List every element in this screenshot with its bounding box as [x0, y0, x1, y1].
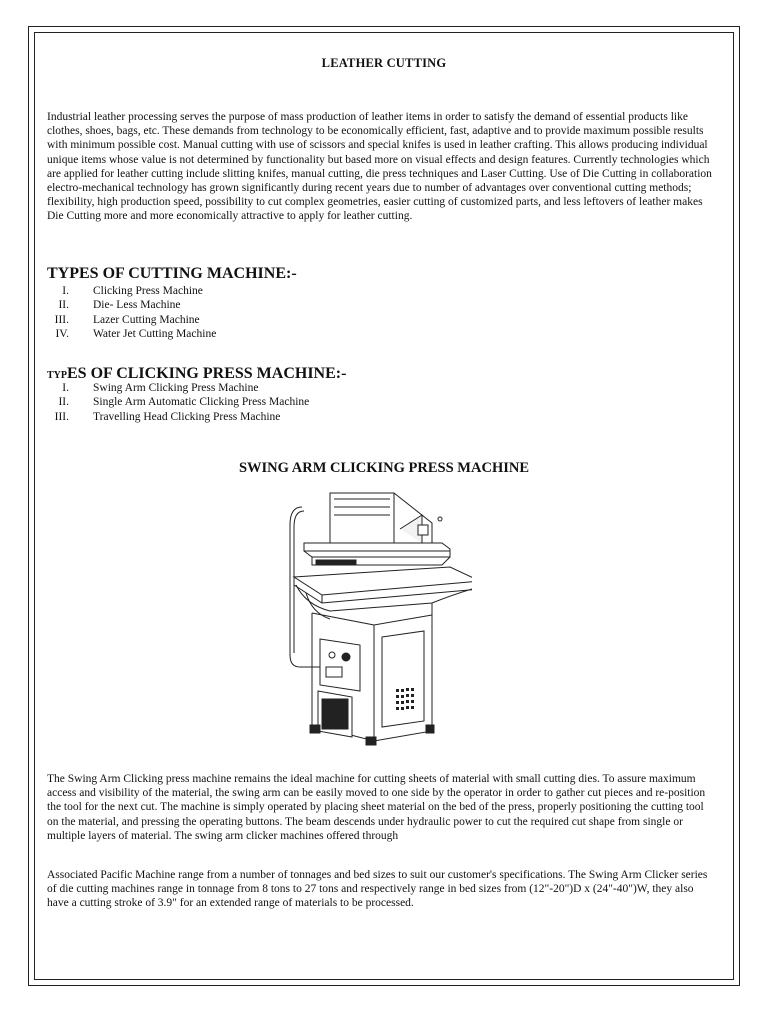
clicking-press-type-item: [47, 381, 309, 395]
cutting-machine-type-item-number: IV.: [55, 327, 69, 340]
swing-arm-title: SWING ARM CLICKING PRESS MACHINE: [238, 460, 530, 476]
cutting-machine-type-item-label: Water Jet Cutting Machine: [93, 327, 217, 340]
intro-paragraph: Industrial leather processing serves the purpose of mass production of leather items in order to satisfy the demand of essential products like clothes, shoes, bags, etc. These demands from technology to be economically efficient, fast, adaptive and to provide maximum possible results with minimum possible cost. Manual cutting with use of scissors and special knifes is used in leather crafting. This allows producing individual unique items whose value is not determined by functionality but based more on visual effects and design features. Currently technologies which are applied for leather cutting include slitting knifes, manual cutting, die press techniques and Laser Cutting. Use of Die Cutting in collaboration electro-mechanical technology has grown significantly during recent years due to number of advantages over conventional cutting methods; flexibility, high production speed, possibility to cut complex geometries, easier cutting of customized parts, and less leftovers of leather makes Die Cutting more and more economically attractive to apply for leather cutting.: [47, 111, 712, 223]
cutting-machine-type-item: [47, 298, 216, 312]
pacific-machine-paragraph: Associated Pacific Machine range from a number of tonnages and bed sizes to suit our customer's specifications. The Swing Arm Clicker series of die cutting machines range in tonnage from 8 tons to 27 tons and respectively range in bed sizes from (12"-20")D x (24"-40")W, they also have a cutting stroke of 3.9" for an extended range of materials to be processed.: [47, 869, 708, 910]
cutting-machine-type-item-number: III.: [54, 313, 69, 326]
clicking-heading-rest: ES OF CLICKING PRESS MACHINE:-: [67, 365, 347, 382]
clicking-press-type-item-number: II.: [58, 396, 69, 409]
clicking-press-type-item-label: Swing Arm Clicking Press Machine: [93, 382, 259, 394]
cutting-machine-type-item: [47, 327, 216, 341]
clicking-heading-prefix: TYP: [47, 370, 67, 381]
clicking-list: [47, 381, 309, 424]
clicking-press-type-item-label: Travelling Head Clicking Press Machine: [93, 410, 281, 423]
clicking-press-type-item: [47, 410, 309, 424]
cutting-machine-type-item-number: I.: [62, 285, 69, 297]
swing-arm-paragraph: The Swing Arm Clicking press machine remains the ideal machine for cutting sheets of material with small cutting dies. To assure maximum access and visibility of the material, the swing arm can be easily moved to one side by the operator in order to gather cut pieces and re-position the tool for the next cut. The machine is simply operated by placing sheet material on the bed of the press, properly positioning the cutting tool on the material, and pressing the operating buttons. The beam descends under hydraulic power to cut the required cut shape from single or multiple layers of material. The swing arm clicker machines offered through: [47, 773, 706, 842]
cutting-machine-type-item: [47, 313, 216, 327]
clicking-press-type-item-label: Single Arm Automatic Clicking Press Machine: [93, 396, 310, 409]
swing-arm-machine-illustration: [282, 485, 472, 750]
cutting-machine-type-item-label: Lazer Cutting Machine: [93, 313, 200, 326]
cutting-machine-type-item-number: II.: [58, 299, 69, 312]
types-list: [47, 284, 216, 341]
cutting-machine-type-item-label: Die- Less Machine: [93, 299, 181, 312]
clicking-press-type-item: [47, 395, 309, 409]
clicking-press-type-item-number: I.: [62, 382, 69, 394]
page-title: LEATHER CUTTING: [321, 56, 447, 70]
cutting-machine-type-item: [47, 284, 216, 298]
cutting-machine-type-item-label: Clicking Press Machine: [93, 285, 203, 297]
clicking-press-type-item-number: III.: [54, 410, 69, 423]
types-heading: TYPES OF CUTTING MACHINE:-: [47, 265, 297, 282]
